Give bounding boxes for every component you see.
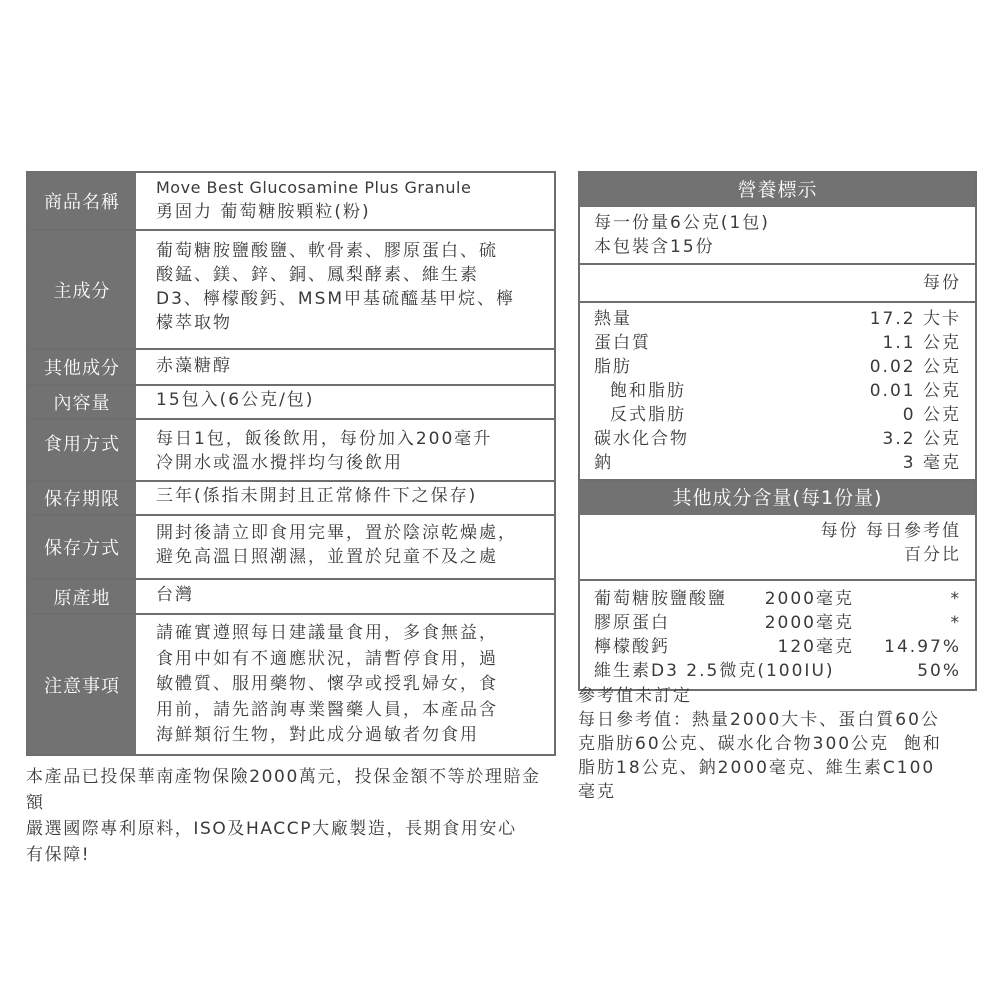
insurance-note [26,764,556,868]
nutrient-value: 0.01 公克 [869,381,961,401]
value-line: 每日1包，飯後飲用，每份加入200毫升 [156,429,493,449]
value-line: D3、檸檬酸鈣、MSM甲基硫醯基甲烷、檸 [156,289,516,309]
other-items [580,579,975,689]
value-line: 敏體質、服用藥物、懷孕或授乳婦女，食 [156,674,498,694]
nutrient-value: 0 公克 [902,405,961,425]
other-title: 其他成分含量(每1份量) [580,481,975,515]
row-label: 主成分 [28,231,136,348]
nutrient-name: 飽和脂肪 [610,381,686,401]
row-value [136,231,554,348]
row-storage [28,514,554,578]
ingredient-name: 維生素D3 2.5微克(100IU) [594,661,835,681]
ingredient-pct: * [950,613,961,633]
nutrient-value: 1.1 公克 [882,333,961,353]
other-row [594,587,961,611]
reference-line: 脂肪18公克、鈉2000毫克、維生素C100 [578,758,936,778]
row-value [136,516,554,578]
value-line: 請確實遵照每日建議量食用，多食無益， [156,623,498,643]
ingredient-amount: 2000毫克 [764,613,854,633]
note-line: 有保障! [26,845,91,865]
other-header-line: 百分比 [904,545,961,565]
nutrient-name: 脂肪 [594,357,632,377]
ingredient-pct: 50% [917,661,961,681]
value-line: 檬萃取物 [156,313,232,333]
nutrient-value: 3.2 公克 [882,429,961,449]
nutrition-row [594,403,961,427]
other-header-line: 每份 每日參考值 [820,521,961,541]
row-label: 保存期限 [28,482,136,514]
row-main-ingredients [28,229,554,348]
other-ingredients-table [578,479,977,691]
reference-line: 毫克 [578,782,616,802]
reference-line: 參考值未訂定 [578,686,692,706]
value-line: Move Best Glucosamine Plus Granule [156,178,472,197]
value-line: 台灣 [156,585,194,605]
ingredient-amount: 120毫克 [777,637,854,657]
other-header [580,515,975,579]
row-content [28,384,554,418]
product-info-table [26,171,556,756]
reference-line: 克脂肪60公克、碳水化合物300公克 飽和 [578,734,942,754]
nutrient-name: 熱量 [594,309,632,329]
value-line: 酸錳、鎂、鋅、銅、鳳梨酵素、維生素 [156,265,479,285]
nutrition-row [594,451,961,475]
row-label: 其他成分 [28,350,136,384]
ingredient-pct: 14.97% [884,637,961,657]
row-label: 商品名稱 [28,173,136,229]
other-row [594,635,961,659]
nutrition-title: 營養標示 [580,173,975,207]
row-product-name [28,173,554,229]
nutrient-value: 17.2 大卡 [869,309,961,329]
nutrient-name: 反式脂肪 [610,405,686,425]
nutrition-items [580,301,975,480]
ingredient-amount: 2000毫克 [764,589,854,609]
ingredient-name: 葡萄糖胺鹽酸鹽 [594,589,727,609]
value-line: 冷開水或溫水攪拌均勻後飲用 [156,453,403,473]
serving-info [580,207,975,263]
value-line: 開封後請立即食用完畢，置於陰涼乾燥處， [156,523,517,543]
other-row [594,659,961,683]
nutrient-name: 鈉 [594,453,613,473]
row-shelf-life [28,480,554,514]
ingredient-name: 膠原蛋白 [594,613,670,633]
nutrition-row [594,307,961,331]
nutrient-value: 0.02 公克 [869,357,961,377]
nutrient-name: 碳水化合物 [594,429,689,449]
per-serving-header: 每份 [580,263,975,301]
other-row [594,611,961,635]
servings-per-pack: 本包裝含15份 [594,237,715,257]
row-value [136,482,554,514]
nutrition-row [594,331,961,355]
row-notice [28,613,554,754]
value-line: 食用中如有不適應狀況，請暫停食用，過 [156,648,498,669]
nutrition-row [594,427,961,451]
value-line: 勇固力 葡萄糖胺顆粒(粉) [156,202,371,222]
row-origin [28,578,554,613]
nutrition-facts-table [578,171,977,482]
nutrient-name: 蛋白質 [594,333,651,353]
reference-line: 每日參考值：熱量2000大卡、蛋白質60公 [578,710,940,730]
row-usage [28,418,554,480]
reference-values [578,684,980,804]
row-value [136,580,554,613]
row-label: 內容量 [28,386,136,418]
value-line: 三年(係指未開封且正常條件下之保存) [156,486,478,506]
row-value [136,615,554,754]
serving-size: 每一份量6公克(1包) [594,213,770,233]
nutrition-row [594,355,961,379]
row-value [136,420,554,480]
value-line: 海鮮類衍生物，對此成分過敏者勿食用 [156,725,479,745]
note-line: 嚴選國際專利原料，ISO及HACCP大廠製造，長期食用安心 [26,819,517,839]
row-label: 原產地 [28,580,136,613]
value-line: 赤藻糖醇 [156,356,232,376]
note-line: 本產品已投保華南產物保險2000萬元，投保金額不等於理賠金額 [26,767,541,813]
row-other-ingredients [28,348,554,384]
row-value [136,173,554,229]
row-label: 注意事項 [28,615,136,754]
row-value [136,350,554,384]
nutrient-value: 3 毫克 [902,453,961,473]
value-line: 15包入(6公克/包) [156,390,315,410]
ingredient-pct: * [950,589,961,609]
nutrition-row [594,379,961,403]
value-line: 葡萄糖胺鹽酸鹽、軟骨素、膠原蛋白、硫 [156,241,498,261]
value-line: 用前，請先諮詢專業醫藥人員，本產品含 [156,699,498,720]
row-value [136,386,554,418]
row-label: 保存方式 [28,516,136,578]
ingredient-name: 檸檬酸鈣 [594,637,670,657]
row-label: 食用方式 [28,420,136,480]
value-line: 避免高溫日照潮濕，並置於兒童不及之處 [156,547,498,567]
